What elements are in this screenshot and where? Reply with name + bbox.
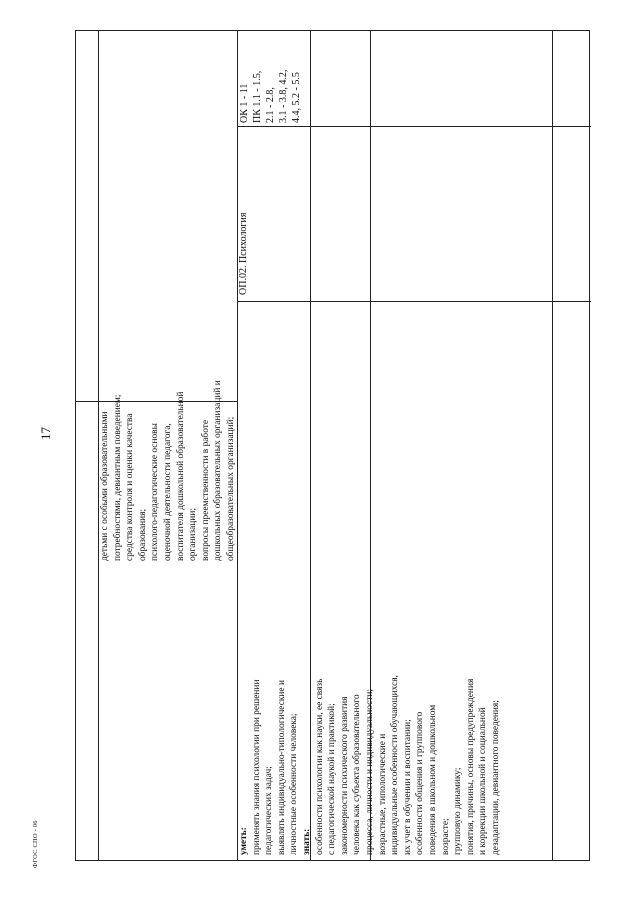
list-item: дезадаптации, девиантного поведения; xyxy=(490,700,501,855)
skills-heading: уметь: xyxy=(239,827,249,855)
row-divider xyxy=(237,301,591,302)
list-item: понятия, причины, основы предупреждения xyxy=(465,678,476,855)
list-item: с педагогической наукой и практикой; xyxy=(327,703,338,855)
psychology-requirements xyxy=(238,675,502,855)
list-item: воспитателя дошкольной образовательной xyxy=(175,391,186,561)
list-item: особенности психологии как науки, ее связь xyxy=(314,678,325,855)
list-item: особенности общения и группового xyxy=(415,711,426,855)
list-item: человека как субъекта образовательного xyxy=(352,694,363,855)
list-item: психолого-педагогические основы xyxy=(150,423,161,561)
competency-codes xyxy=(238,70,303,123)
list-item: поведения в школьном и дошкольном xyxy=(427,704,438,855)
list-item: детьми с особыми образовательными xyxy=(100,411,110,561)
list-item: и коррекции школьной и социальной xyxy=(478,707,489,855)
list-item: дошкольных образовательных организаций и xyxy=(213,380,224,561)
list-item: закономерности психического развития xyxy=(339,696,350,855)
list-item: вопросы преемственности в работе xyxy=(200,419,211,561)
knowledge-heading: знать: xyxy=(301,828,312,855)
competency-line: ПК 1.1 - 1.5, xyxy=(252,70,263,123)
list-item: общеобразовательных организаций; xyxy=(225,416,236,561)
list-item: средства контроля и оценки качества xyxy=(125,413,136,561)
list-item: оценочной деятельности педагога, xyxy=(162,423,173,561)
list-item: личностные особенности человека; xyxy=(289,713,300,855)
competency-line: 2.1 - 2.8, xyxy=(265,87,276,123)
competency-line: 3.1 - 3.8, 4.2, xyxy=(278,69,289,123)
list-item: групповую динамику; xyxy=(453,767,464,855)
list-item: процесса, личности и индивидуальности; xyxy=(364,688,375,855)
list-item: возрастные, типологические и xyxy=(377,733,388,855)
footer-standard-code: ФГОС СПО - 06 xyxy=(32,820,39,868)
row-divider xyxy=(237,126,591,127)
discipline-name xyxy=(238,213,251,296)
list-item: педагогических задач; xyxy=(264,766,275,855)
list-item: потребностями, девиантным поведением; xyxy=(112,394,123,561)
competency-line: ОК 1 - 11 xyxy=(239,83,250,123)
list-item: выявлять индивидуально-типологические и xyxy=(276,680,287,855)
discipline-label: ОП.02. Психология xyxy=(238,212,249,295)
list-item: возрасте; xyxy=(440,818,451,855)
page-number: 17 xyxy=(38,427,53,440)
knowledge-list-continued xyxy=(99,380,238,561)
column-divider xyxy=(552,31,553,860)
list-item: образования; xyxy=(137,508,148,561)
list-item: их учет в обучении и воспитании; xyxy=(402,719,413,855)
competency-line: 4.4, 5.2 - 5.5 xyxy=(291,72,302,123)
list-item: применять знания психологии при решении xyxy=(251,679,262,855)
list-item: организации; xyxy=(188,508,199,561)
list-item: индивидуальные особенности обучающихся, xyxy=(390,675,401,855)
